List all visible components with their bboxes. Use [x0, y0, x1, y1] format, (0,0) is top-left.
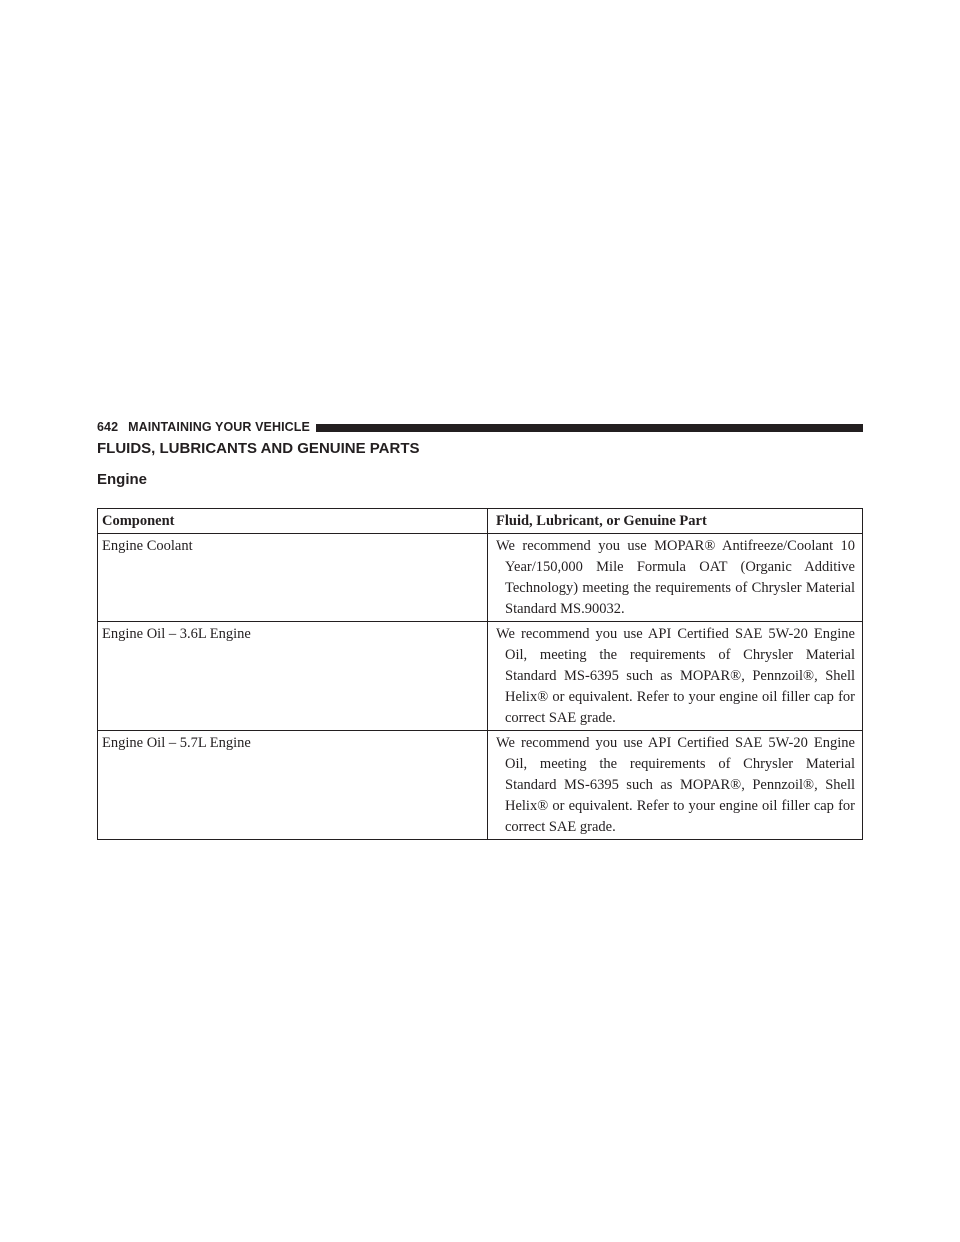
component-cell: Engine Coolant	[98, 534, 488, 622]
fluid-cell: We recommend you use API Certified SAE 5W-20 Engine Oil, meeting the requirements of Chrysler Material Standard MS-6395 such as MOPAR®, Pennzoil®, Shell Helix® or equivalent. Refer to your engine oil filler cap for correct SAE grade.	[488, 731, 863, 840]
page-number: 642	[97, 420, 119, 434]
page-header	[97, 418, 863, 436]
component-cell: Engine Oil – 3.6L Engine	[98, 622, 488, 731]
table-header-row	[98, 509, 863, 534]
fluid-cell: We recommend you use MOPAR® Antifreeze/Coolant 10 Year/150,000 Mile Formula OAT (Organic Additive Technology) meeting the requirements of Chrysler Material Standard MS.90032.	[488, 534, 863, 622]
column-header-fluid: Fluid, Lubricant, or Genuine Part	[488, 509, 863, 534]
header-section-title: MAINTAINING YOUR VEHICLE	[128, 420, 310, 434]
table-row	[98, 731, 863, 840]
column-header-component: Component	[98, 509, 488, 534]
table-row	[98, 534, 863, 622]
table-row	[98, 622, 863, 731]
subsection-title: Engine	[97, 471, 148, 488]
fluids-table	[97, 508, 863, 840]
component-cell: Engine Oil – 5.7L Engine	[98, 731, 488, 840]
section-title: FLUIDS, LUBRICANTS AND GENUINE PARTS	[97, 440, 420, 457]
fluid-cell: We recommend you use API Certified SAE 5W-20 Engine Oil, meeting the requirements of Chrysler Material Standard MS-6395 such as MOPAR®, Pennzoil®, Shell Helix® or equivalent. Refer to your engine oil filler cap for correct SAE grade.	[488, 622, 863, 731]
header-rule	[316, 424, 863, 432]
